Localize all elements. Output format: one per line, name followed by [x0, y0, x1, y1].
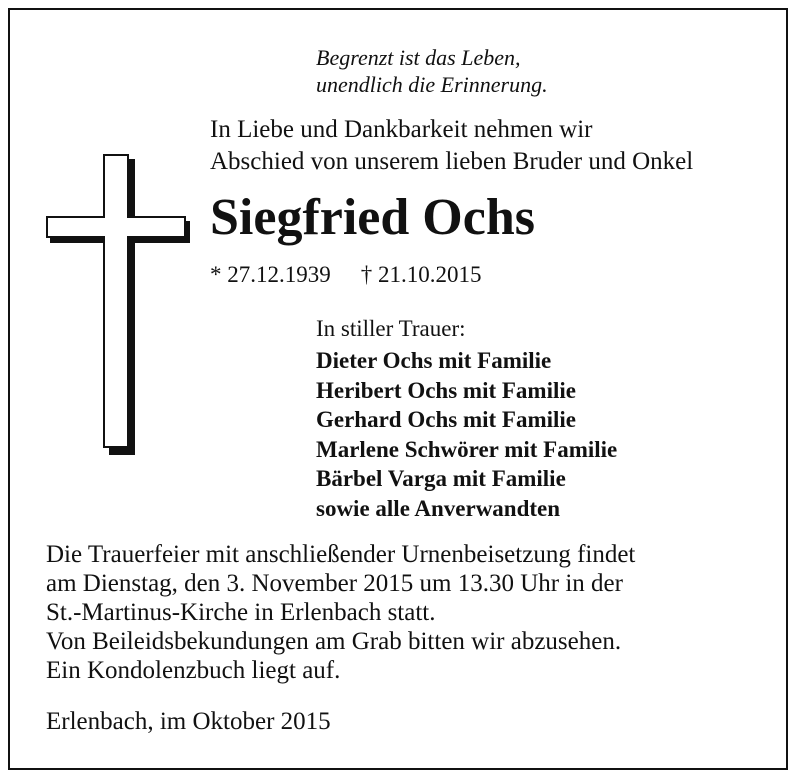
list-item: Marlene Schwörer mit Familie — [316, 436, 618, 462]
motto-line-1: Begrenzt ist das Leben, — [316, 45, 521, 70]
cross-icon — [46, 153, 192, 457]
list-item: sowie alle Anverwandten — [316, 495, 561, 521]
intro-line-1: In Liebe und Dankbarkeit nehmen wir — [210, 116, 593, 143]
deceased-name: Siegfried Ochs — [210, 189, 535, 246]
service-details — [46, 540, 635, 685]
motto-line-2: unendlich die Erinnerung. — [316, 72, 548, 97]
service-line: Die Trauerfeier mit anschließender Urnenbeisetzung findet — [46, 541, 636, 568]
service-line: St.-Martinus-Kirche in Erlenbach statt. — [46, 599, 436, 626]
intro-text — [210, 114, 693, 178]
service-line: Ein Kondolenzbuch liegt auf. — [46, 657, 341, 684]
life-dates — [210, 260, 482, 290]
death-date: † 21.10.2015 — [360, 262, 482, 287]
intro-line-2: Abschied von unserem lieben Bruder und Onkel — [210, 148, 694, 175]
mourners-list — [316, 346, 617, 523]
obituary-card — [8, 8, 788, 770]
mourning-intro: In stiller Trauer: — [316, 316, 466, 341]
place-and-date: Erlenbach, im Oktober 2015 — [46, 708, 331, 735]
list-item: Heribert Ochs mit Familie — [316, 377, 576, 403]
service-line: am Dienstag, den 3. November 2015 um 13.30 Uhr in der — [46, 570, 623, 597]
list-item: Bärbel Varga mit Familie — [316, 466, 566, 491]
list-item: Dieter Ochs mit Familie — [316, 348, 552, 373]
motto — [316, 44, 548, 98]
list-item: Gerhard Ochs mit Familie — [316, 407, 576, 432]
service-line: Von Beileidsbekundungen am Grab bitten wir abzusehen. — [46, 628, 622, 655]
birth-date: * 27.12.1939 — [210, 262, 331, 287]
